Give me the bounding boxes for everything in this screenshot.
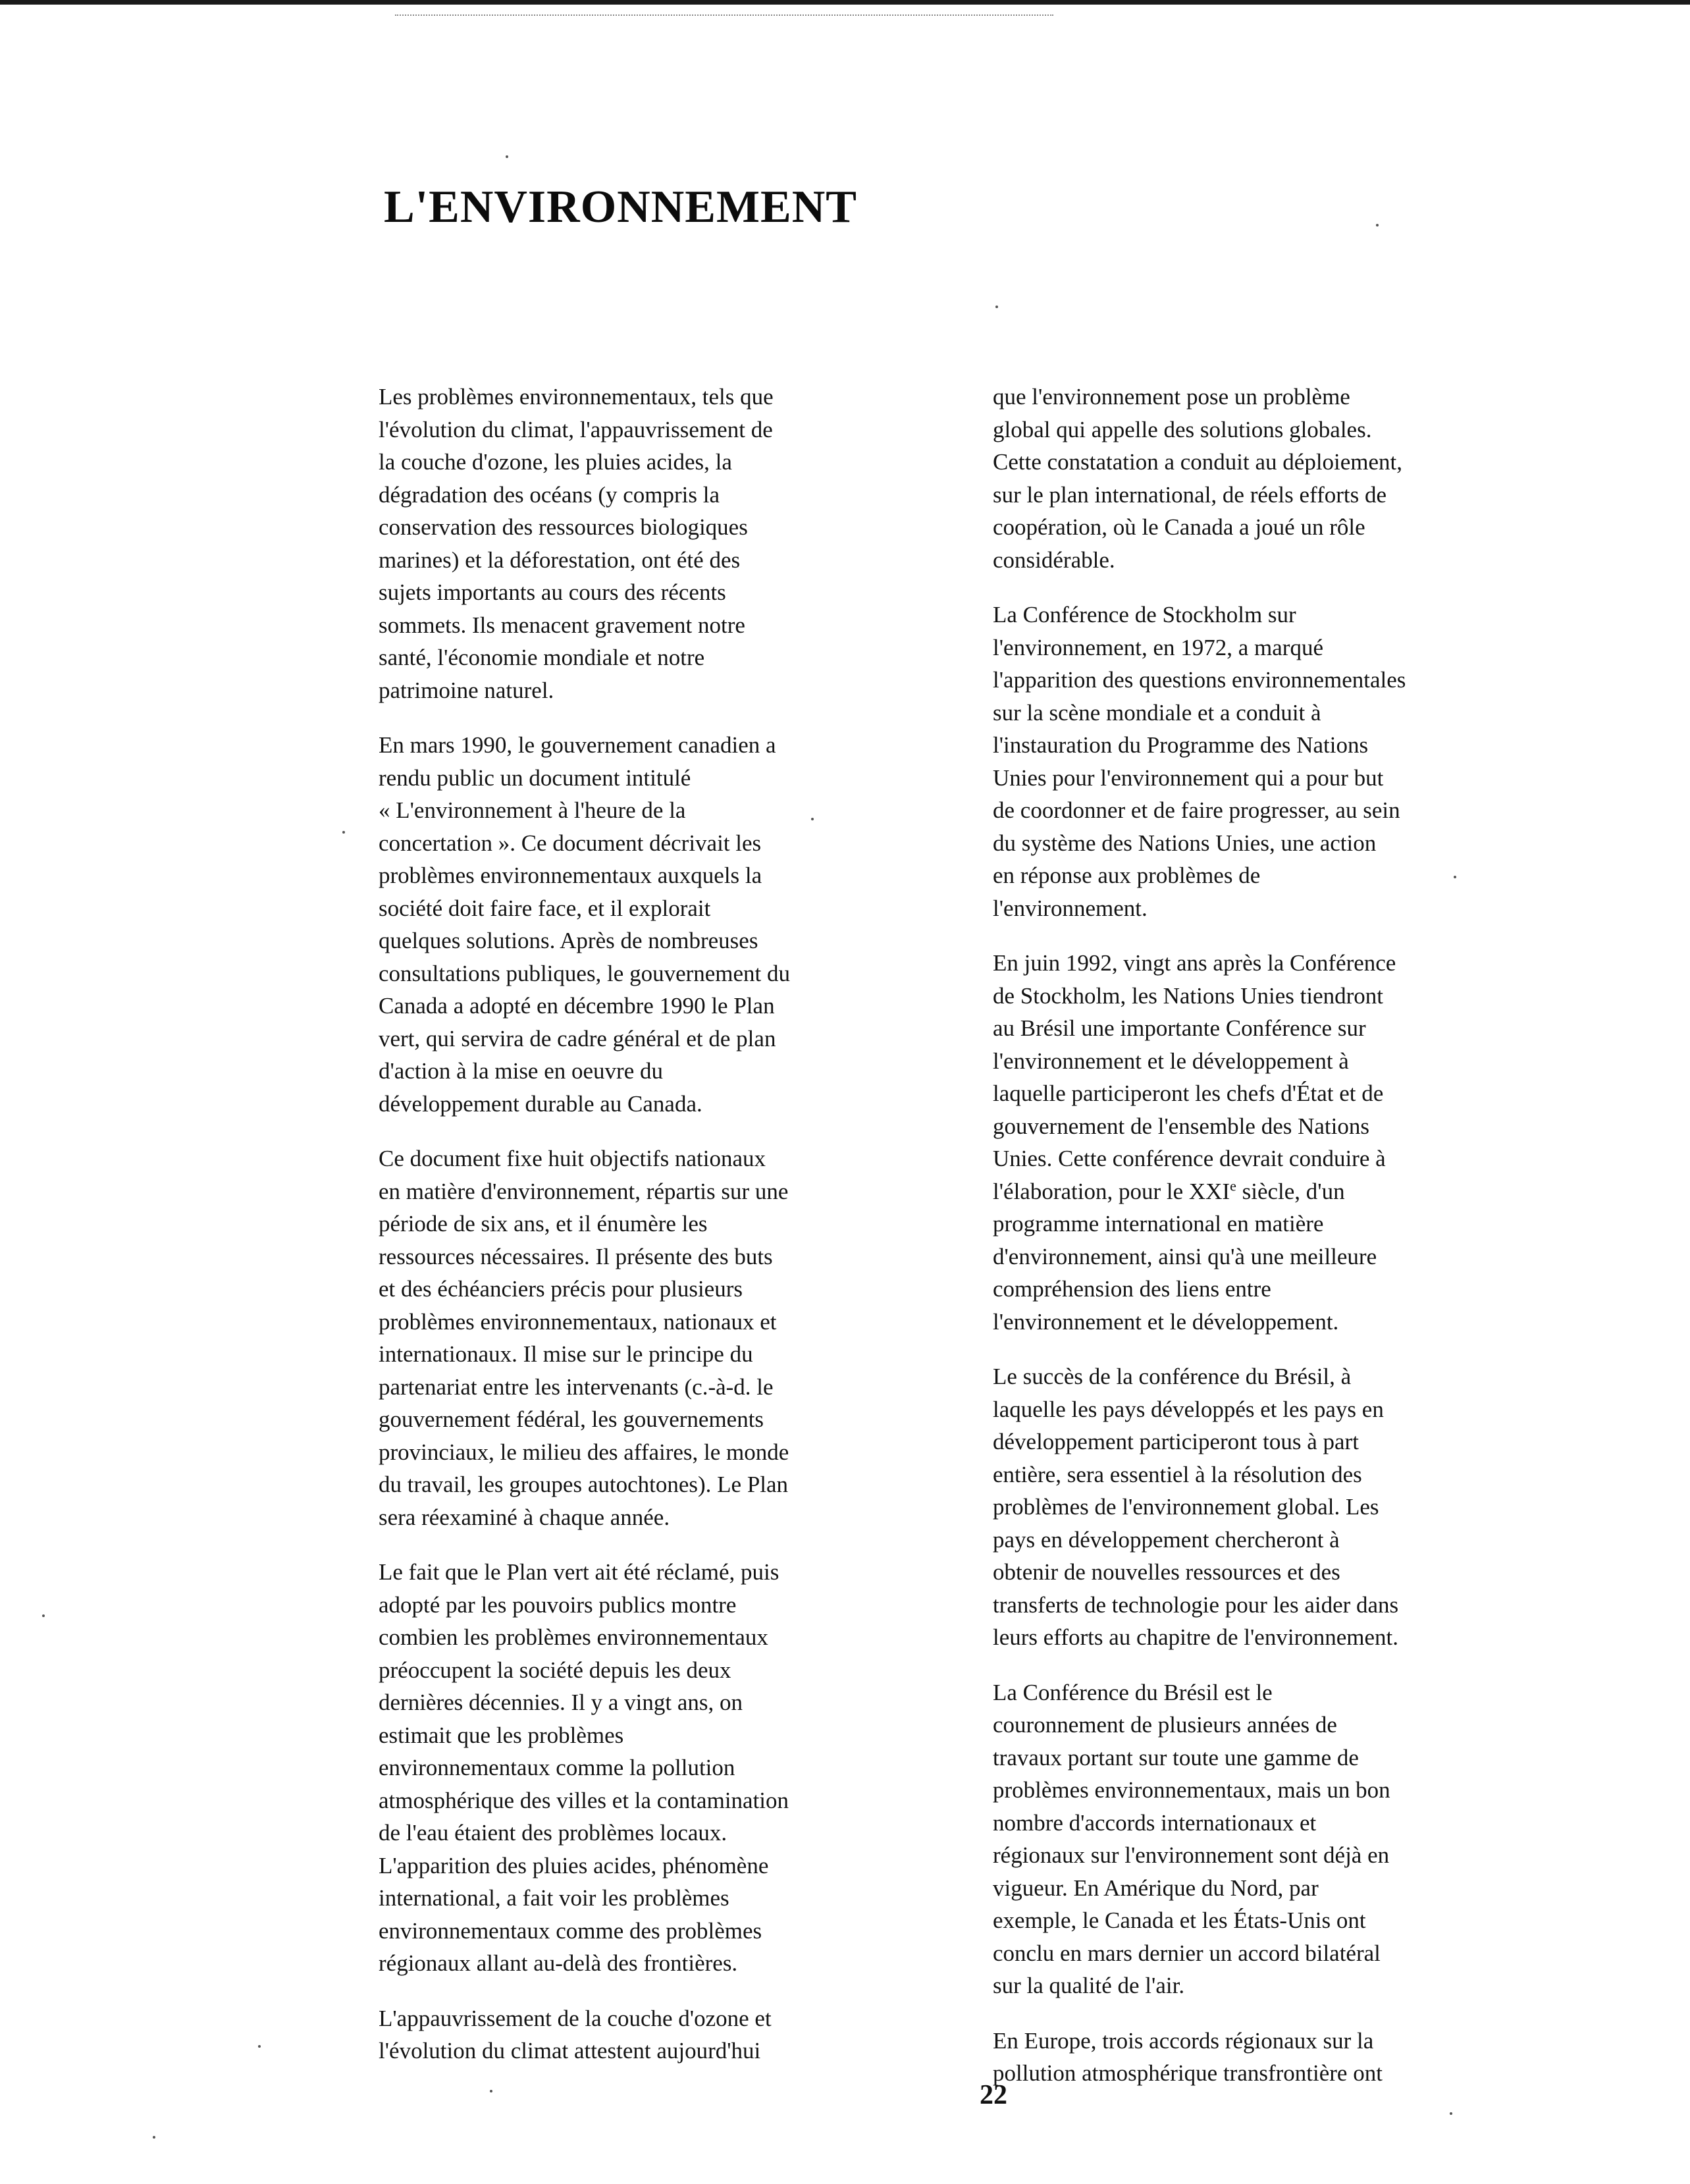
text-line: exemple, le Canada et les États-Unis ont bbox=[993, 1907, 1366, 1933]
text-line: En juin 1992, vingt ans après la Conférence bbox=[993, 950, 1396, 976]
text-line: de Stockholm, les Nations Unies tiendront bbox=[993, 982, 1383, 1009]
text-line: santé, l'économie mondiale et notre bbox=[379, 645, 705, 670]
paragraph bbox=[993, 947, 1519, 1338]
scan-speck bbox=[342, 831, 345, 834]
text-line: Cette constatation a conduit au déploiement, bbox=[993, 449, 1403, 475]
left-column bbox=[379, 381, 905, 2090]
text-line: l'évolution du climat attestent aujourd'hui bbox=[379, 2038, 761, 2064]
scan-speck bbox=[1376, 224, 1379, 226]
text-line: partenariat entre les intervenants (c.-à-d. le bbox=[379, 1373, 774, 1400]
text-line: couronnement de plusieurs années de bbox=[993, 1712, 1337, 1738]
text-line: de l'eau étaient des problèmes locaux. bbox=[379, 1820, 727, 1846]
paragraph bbox=[379, 729, 905, 1120]
text-line: l'environnement et le développement. bbox=[993, 1308, 1339, 1335]
paragraph bbox=[379, 1142, 905, 1533]
text-line: vigueur. En Amérique du Nord, par bbox=[993, 1875, 1319, 1901]
text-line: développement durable au Canada. bbox=[379, 1090, 702, 1117]
text-line: période de six ans, et il énumère les bbox=[379, 1211, 708, 1237]
text-line: laquelle participeront les chefs d'État et de bbox=[993, 1080, 1384, 1106]
text-line: régionaux sur l'environnement sont déjà en bbox=[993, 1842, 1390, 1868]
scan-artifact-line bbox=[395, 14, 1053, 16]
text-line: l'environnement, en 1972, a marqué bbox=[993, 634, 1323, 660]
scan-speck bbox=[1454, 876, 1456, 878]
text-line: En mars 1990, le gouvernement canadien a bbox=[379, 732, 776, 758]
text-line: du système des Nations Unies, une action bbox=[993, 830, 1377, 856]
text-line: consultations publiques, le gouvernement du bbox=[379, 960, 791, 986]
text-line: du travail, les groupes autochtones). Le Plan bbox=[379, 1472, 789, 1497]
text-line: problèmes environnementaux auxquels la bbox=[379, 863, 762, 888]
text-line: atmosphérique des villes et la contamination bbox=[379, 1787, 789, 1813]
text-line: considérable. bbox=[993, 546, 1115, 573]
scan-speck bbox=[1450, 2112, 1452, 2115]
text-line: Unies. Cette conférence devrait conduire à bbox=[993, 1146, 1386, 1171]
text-line: « L'environnement à l'heure de la bbox=[379, 797, 686, 823]
text-fragment: l'élaboration, pour le XXI bbox=[993, 1178, 1230, 1204]
text-line: au Brésil une importante Conférence sur bbox=[993, 1015, 1366, 1041]
text-line: pollution atmosphérique transfrontière ont bbox=[993, 2060, 1383, 2086]
text-line: sommets. Ils menacent gravement notre bbox=[379, 612, 745, 638]
text-line: gouvernement de l'ensemble des Nations bbox=[993, 1113, 1369, 1139]
text-line: patrimoine naturel. bbox=[379, 677, 554, 703]
text-line: L'appauvrissement de la couche d'ozone et bbox=[379, 2005, 772, 2031]
scan-speck bbox=[258, 2045, 261, 2048]
text-line: d'action à la mise en oeuvre du bbox=[379, 1058, 663, 1084]
paragraph bbox=[379, 2002, 905, 2067]
text-line: sur la qualité de l'air. bbox=[993, 1973, 1185, 1998]
paragraph bbox=[993, 1360, 1519, 1654]
text-line: l'instauration du Programme des Nations bbox=[993, 732, 1369, 758]
text-line: d'environnement, ainsi qu'à une meilleure bbox=[993, 1243, 1377, 1269]
text-line: l'apparition des questions environnementales bbox=[993, 667, 1406, 693]
paragraph bbox=[379, 1556, 905, 1980]
text-line: problèmes environnementaux, nationaux et bbox=[379, 1308, 777, 1335]
scan-speck bbox=[490, 2090, 492, 2092]
text-line: en réponse aux problèmes de bbox=[993, 863, 1261, 888]
text-line: Le succès de la conférence du Brésil, à bbox=[993, 1364, 1352, 1389]
scan-speck bbox=[811, 818, 814, 820]
text-line: dégradation des océans (y compris la bbox=[379, 481, 720, 508]
text-line: problèmes environnementaux, mais un bon bbox=[993, 1777, 1390, 1803]
text-line: développement participeront tous à part bbox=[993, 1429, 1359, 1454]
text-line: vert, qui servira de cadre général et de plan bbox=[379, 1025, 776, 1052]
text-line: compréhension des liens entre bbox=[993, 1276, 1271, 1302]
paragraph bbox=[379, 381, 905, 706]
text-line: conservation des ressources biologiques bbox=[379, 514, 748, 540]
text-line: En Europe, trois accords régionaux sur la bbox=[993, 2027, 1374, 2054]
text-line: combien les problèmes environnementaux bbox=[379, 1624, 768, 1650]
paragraph bbox=[993, 381, 1519, 576]
text-line: transferts de technologie pour les aider dans bbox=[993, 1591, 1399, 1618]
paragraph bbox=[993, 1676, 1519, 2002]
text-line: programme international en matière bbox=[993, 1211, 1324, 1237]
text-line: et des échéanciers précis pour plusieurs bbox=[379, 1276, 743, 1302]
text-line: international, a fait voir les problèmes bbox=[379, 1885, 729, 1911]
text-line: sujets importants au cours des récents bbox=[379, 579, 726, 605]
text-line: l'environnement et le développement à bbox=[993, 1048, 1349, 1074]
paragraph bbox=[993, 599, 1519, 924]
text-line: environnementaux comme des problèmes bbox=[379, 1917, 762, 1944]
text-line: leurs efforts au chapitre de l'environnement. bbox=[993, 1624, 1398, 1650]
text-line: concertation ». Ce document décrivait les bbox=[379, 830, 762, 856]
text-line: laquelle les pays développés et les pays en bbox=[993, 1396, 1384, 1422]
text-line: travaux portant sur toute une gamme de bbox=[993, 1744, 1359, 1771]
text-line: entière, sera essentiel à la résolution des bbox=[993, 1461, 1362, 1487]
text-line: La Conférence du Brésil est le bbox=[993, 1679, 1273, 1705]
scan-speck bbox=[153, 2136, 155, 2139]
text-line: l'environnement. bbox=[993, 895, 1148, 921]
text-line: La Conférence de Stockholm sur bbox=[993, 602, 1296, 627]
text-line: rendu public un document intitulé bbox=[379, 764, 691, 791]
page-number: 22 bbox=[980, 2080, 1007, 2110]
text-line: internationaux. Il mise sur le principe du bbox=[379, 1341, 753, 1367]
text-line: sur le plan international, de réels efforts de bbox=[993, 481, 1387, 508]
text-line: pays en développement chercheront à bbox=[993, 1526, 1340, 1553]
text-line: Canada a adopté en décembre 1990 le Plan bbox=[379, 993, 775, 1019]
text-line: nombre d'accords internationaux et bbox=[993, 1809, 1317, 1836]
text-line: environnementaux comme la pollution bbox=[379, 1755, 735, 1780]
superscript: e bbox=[1230, 1177, 1236, 1194]
text-line: de coordonner et de faire progresser, au sein bbox=[993, 797, 1400, 823]
text-line: L'apparition des pluies acides, phénomène bbox=[379, 1852, 769, 1878]
text-line: sur la scène mondiale et a conduit à bbox=[993, 699, 1321, 726]
paragraph bbox=[993, 2025, 1519, 2090]
text-line: société doit faire face, et il explorait bbox=[379, 895, 711, 921]
text-line: problèmes de l'environnement global. Les bbox=[993, 1494, 1379, 1520]
text-line: la couche d'ozone, les pluies acides, la bbox=[379, 449, 732, 475]
text-line: marines) et la déforestation, ont été des bbox=[379, 546, 741, 573]
text-line: ressources nécessaires. Il présente des buts bbox=[379, 1243, 773, 1269]
text-line-with-superscript bbox=[993, 1175, 1519, 1208]
text-line: gouvernement fédéral, les gouvernements bbox=[379, 1406, 764, 1432]
scan-speck bbox=[995, 306, 998, 308]
text-line: préoccupent la société depuis les deux bbox=[379, 1657, 731, 1683]
text-line: quelques solutions. Après de nombreuses bbox=[379, 928, 758, 953]
text-line: l'évolution du climat, l'appauvrissement de bbox=[379, 416, 773, 442]
text-line: régionaux allant au-delà des frontières. bbox=[379, 1950, 738, 1976]
page-title: L'ENVIRONNEMENT bbox=[384, 182, 857, 232]
text-line: Unies pour l'environnement qui a pour but bbox=[993, 764, 1384, 791]
scan-speck bbox=[506, 155, 508, 158]
text-line: global qui appelle des solutions globales. bbox=[993, 416, 1372, 442]
text-line: obtenir de nouvelles ressources et des bbox=[993, 1559, 1340, 1585]
right-column bbox=[993, 381, 1519, 2112]
text-line: coopération, où le Canada a joué un rôle bbox=[993, 514, 1365, 540]
text-line: estimait que les problèmes bbox=[379, 1722, 624, 1748]
text-line: Les problèmes environnementaux, tels que bbox=[379, 384, 774, 410]
text-line: Ce document fixe huit objectifs nationaux bbox=[379, 1146, 766, 1171]
text-fragment: siècle, d'un bbox=[1242, 1178, 1345, 1204]
text-line: conclu en mars dernier un accord bilatéral bbox=[993, 1940, 1381, 1966]
top-rule bbox=[0, 0, 1690, 5]
scan-speck bbox=[42, 1614, 45, 1617]
text-line: en matière d'environnement, répartis sur une bbox=[379, 1178, 789, 1204]
text-line: adopté par les pouvoirs publics montre bbox=[379, 1591, 737, 1618]
text-line: Le fait que le Plan vert ait été réclamé, puis bbox=[379, 1559, 779, 1585]
text-line: que l'environnement pose un problème bbox=[993, 384, 1350, 410]
text-line: dernières décennies. Il y a vingt ans, on bbox=[379, 1690, 743, 1715]
text-line: sera réexaminé à chaque année. bbox=[379, 1504, 670, 1530]
text-line: provinciaux, le milieu des affaires, le monde bbox=[379, 1439, 789, 1465]
